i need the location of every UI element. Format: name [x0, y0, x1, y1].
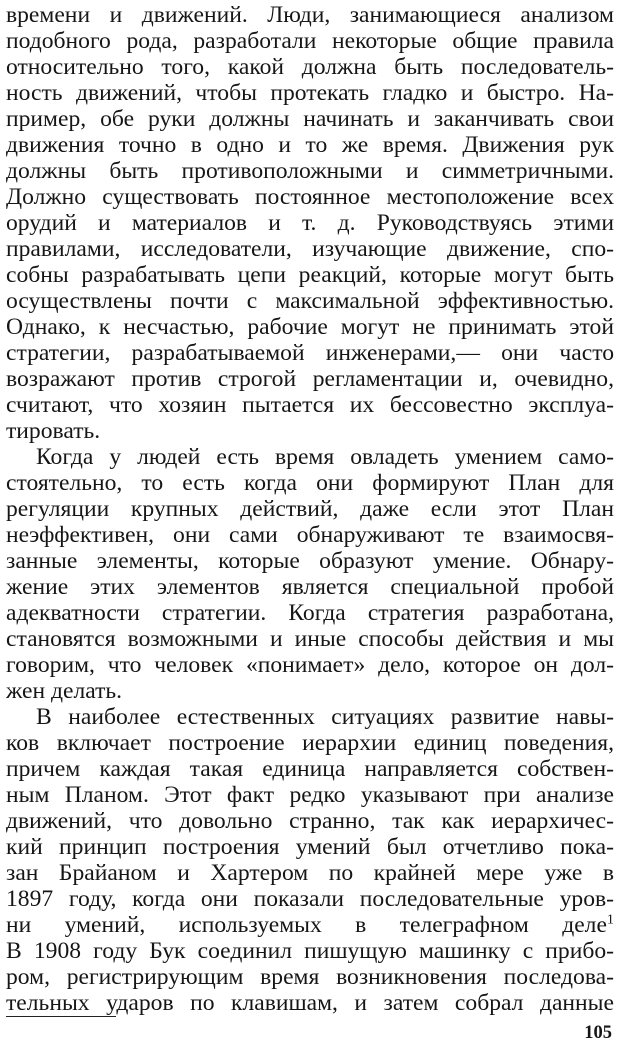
body-text-line: становятся возможными и иные способы действия и мы	[6, 626, 614, 652]
footnote-separator	[6, 1016, 116, 1017]
body-text-line: ром, регистрирующим время возникновения последова-	[6, 964, 614, 990]
body-text-line: тельных ударов по клавишам, и затем собрал данные	[6, 990, 614, 1016]
body-text-line: адекватности стратегии. Когда стратегия разработана,	[6, 600, 614, 626]
page-number: 105	[584, 1023, 612, 1043]
body-text-line: жение этих элементов является специальной пробой	[6, 574, 614, 600]
body-text-line: движений, что довольно странно, так как иерархичес-	[6, 808, 614, 834]
body-text-line: 1897 году, когда они показали последовательные уров-	[6, 886, 614, 912]
body-text-line: собны разрабатывать цепи реакций, которые могут быть	[6, 262, 614, 288]
body-text-line: Однако, к несчастью, рабочие могут не принимать этой	[6, 314, 614, 340]
body-text-line: неэффективен, они сами обнаруживают те взаимосвя-	[6, 522, 614, 548]
body-text-line: должны быть противоположными и симметричными.	[6, 158, 614, 184]
body-text-line: подобного рода, разработали некоторые общие правила	[6, 28, 614, 54]
body-text-line: стратегии, разрабатываемой инженерами,— они часто	[6, 340, 614, 366]
body-text-line: кий принцип построения умений был отчетливо пока-	[6, 834, 614, 860]
body-text-line: считают, что хозяин пытается их бессовестно эксплуа-	[6, 392, 614, 418]
body-text-line: жен делать.	[6, 678, 123, 704]
body-text-line: движения точно в одно и то же время. Движения рук	[6, 132, 614, 158]
body-text-line: ность движений, чтобы протекать гладко и быстро. На-	[6, 80, 614, 106]
body-text-line: ков включает построение иерархии единиц поведения,	[6, 730, 614, 756]
body-text-line: Когда у людей есть время овладеть умением само-	[36, 444, 614, 470]
body-text-line: В 1908 году Бук соединил пишущую машинку с прибо-	[6, 938, 614, 964]
body-text-line: правилами, исследователи, изучающие движение, спо-	[6, 236, 614, 262]
body-text-line: стоятельно, то есть когда они формируют План для	[6, 470, 614, 496]
footnote-marker: 1	[606, 911, 614, 928]
body-text-line: ным Планом. Этот факт редко указывают при анализе	[6, 782, 614, 808]
body-text-line: пример, обе руки должны начинать и заканчивать свои	[6, 106, 614, 132]
body-text-line: занные элементы, которые образуют умение. Обнару-	[6, 548, 614, 574]
body-text-line: орудий и материалов и т. д. Руководствуясь этими	[6, 210, 614, 236]
body-text-line: причем каждая такая единица направляется собствен-	[6, 756, 614, 782]
body-text-line: В наиболее естественных ситуациях развитие навы-	[36, 704, 614, 730]
body-text-line: осуществлены почти с максимальной эффективностью.	[6, 288, 614, 314]
body-text-line: Должно существовать постоянное местоположение всех	[6, 184, 614, 210]
body-text-line: тировать.	[6, 418, 101, 444]
body-text-line: возражают против строгой регламентации и, очевидно,	[6, 366, 614, 392]
body-text-line-content: ни умений, используемых в телеграфном деле	[6, 912, 607, 938]
body-text-line: регуляции крупных действий, даже если этот План	[6, 496, 614, 522]
body-text-line	[6, 912, 614, 938]
body-text-line: времени и движений. Люди, занимающиеся анализом	[6, 2, 614, 28]
body-text-line: относительно того, какой должна быть последователь-	[6, 54, 614, 80]
body-text-line: говорим, что человек «понимает» дело, которое он дол-	[6, 652, 614, 678]
body-text-line: зан Брайаном и Хартером по крайней мере уже в	[6, 860, 614, 886]
